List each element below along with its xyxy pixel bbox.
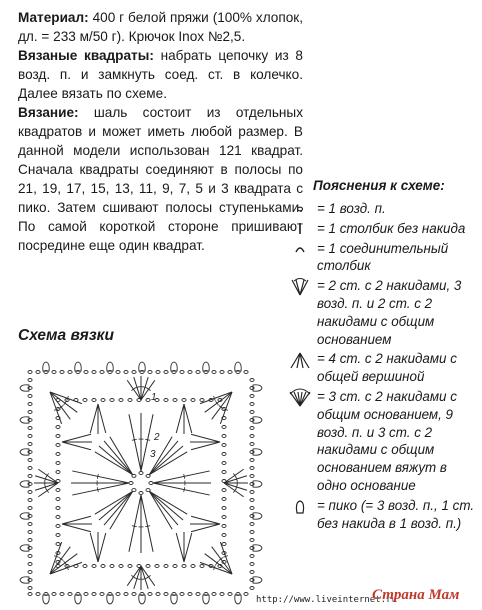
chart-stitch-group: [176, 404, 192, 434]
knitting-paragraph: [18, 103, 303, 255]
chart-stitch-group: [95, 491, 133, 529]
legend-item: [287, 350, 477, 386]
materials-text: 400 г белой пряжи (100% хлопок, дл. = 233 м/50 г). Крючок Inox №2,5.: [18, 10, 303, 44]
chain-stitch-icon: [287, 200, 313, 222]
legend-item-text: = 1 соединительный столбик: [317, 240, 449, 274]
chart-stitch-group: [50, 542, 82, 574]
chart-stitch-group: [50, 392, 82, 424]
legend-item-text: = 3 ст. с 2 накидами с общим основанием, 9 возд. п. и 3 ст. с 2 накидами с общим основанием вяжут в одно основание: [317, 388, 457, 493]
legend-item: [287, 240, 477, 276]
materials-paragraph: [18, 8, 303, 46]
single-crochet-icon: [287, 220, 313, 242]
materials-label: Материал:: [18, 10, 89, 25]
picot-icon: [287, 497, 313, 519]
chart-row-label: 2: [154, 432, 160, 443]
knitting-label: Вязание:: [18, 105, 79, 120]
footer-url: http://www.liveinternet.ru: [256, 595, 397, 605]
chart-stitch-group: [149, 491, 187, 529]
chart-stitch-group: [71, 471, 129, 495]
cluster-common-top-icon: [287, 350, 313, 372]
legend-item-text: = 2 ст. с 2 накидами, 3 возд. п. и 2 ст. с 2 накидами с общим основанием: [317, 278, 462, 347]
legend-item-text: = пико (= 3 возд. п., 1 ст. без накида в 1 возд. п.): [317, 497, 475, 531]
chart-stitch-group: [200, 392, 232, 424]
chart-stitch-group: [127, 566, 155, 590]
chart-stitch-group: [62, 516, 92, 532]
chart-stitch-group: [200, 542, 232, 574]
chart-stitch-group: [224, 469, 248, 497]
chart-stitch-group: [95, 437, 133, 475]
chart-stitch-group: [190, 516, 220, 532]
chart-stitch-group: [90, 532, 106, 562]
chart-stitch-group: [34, 469, 58, 497]
chart-stitch-group: [190, 434, 220, 450]
crochet-chart: [8, 356, 280, 610]
chart-stitch-group: [90, 404, 106, 434]
legend-list: [287, 200, 477, 532]
squares-paragraph: [18, 46, 303, 103]
legend-item: [287, 200, 477, 218]
fan-cluster-icon: [287, 388, 313, 410]
chart-center-ring: [129, 472, 153, 495]
squares-text: набрать цепочку из 8 возд. п. и замкнуть соед. ст. в колечко. Далее вязать по схеме.: [18, 48, 303, 101]
legend-item-text: = 1 столбик без накида: [317, 220, 466, 236]
knitting-text: шаль состоит из отдельных квадратов и может иметь любой размер. В данной модели использован 121 квадрат. Сначала квадраты соединяют в полосы по 21, 19, 17, 15, 13, 11, 9, 7, 5 и 3 квадрата с пико. Затем сшивают полосы ступеньками. По самой короткой стороне пришивают посредине еще один квадрат.: [18, 105, 303, 253]
chart-stitch-group: [129, 495, 153, 553]
legend-item: [287, 497, 477, 533]
watermark-logo: Страна Мам: [372, 587, 460, 603]
chart-row-label: 3: [150, 449, 156, 460]
squares-label: Вязаные квадраты:: [18, 48, 154, 63]
chart-stitch-group: [129, 413, 153, 471]
instructions-text: [18, 8, 303, 255]
legend-item: [287, 277, 477, 348]
chart-row-label: 1: [151, 392, 157, 403]
legend-item: [287, 220, 477, 238]
chart-stitch-group: [153, 471, 211, 495]
legend-item: [287, 388, 477, 495]
scheme-title: Схема вязки: [18, 327, 114, 344]
legend-title: Пояснения к схеме:: [313, 178, 445, 193]
slip-stitch-icon: [287, 240, 313, 262]
legend-item-text: = 1 возд. п.: [317, 201, 386, 216]
legend-item-text: = 4 ст. с 2 накидами с общей вершиной: [317, 351, 457, 385]
chart-stitch-group: [176, 532, 192, 562]
chart-stitch-group: [62, 434, 92, 450]
cluster-common-base-icon: [287, 277, 313, 299]
